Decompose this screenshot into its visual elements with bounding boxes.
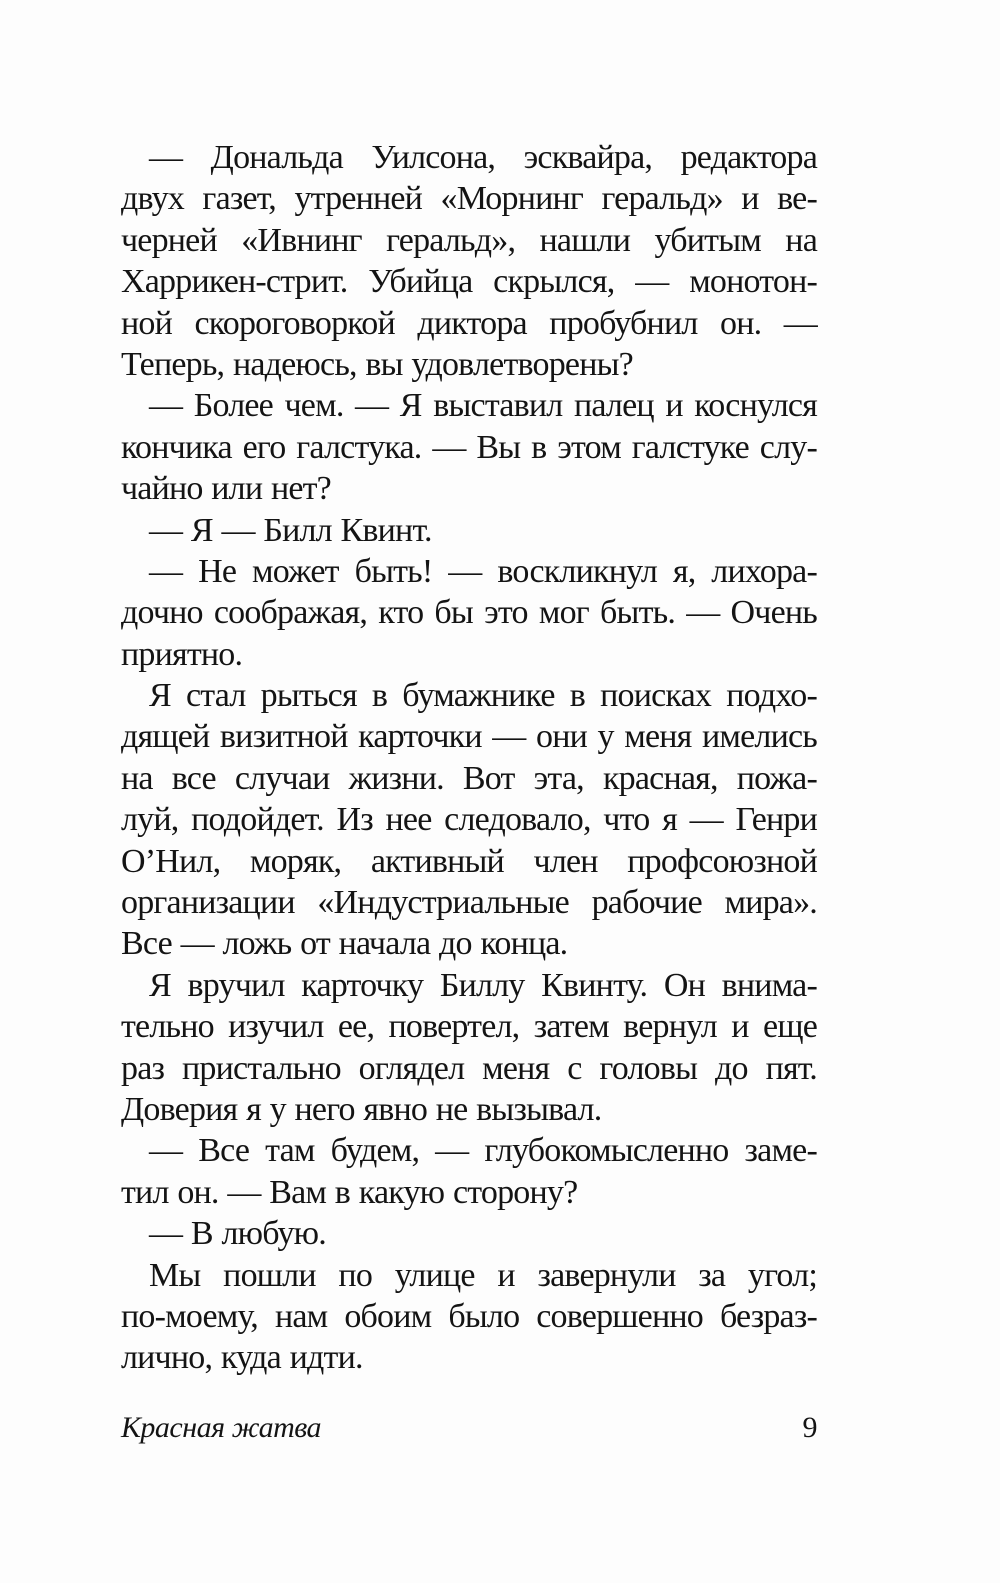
paragraph bbox=[121, 1255, 817, 1379]
text-line: на все случаи жизни. Вот эта, красная, пожа- bbox=[121, 759, 817, 797]
text-line: — Не может быть! — воскликнул я, лихора- bbox=[149, 552, 817, 590]
page-footer bbox=[121, 1410, 817, 1446]
page-text-block bbox=[121, 137, 817, 1379]
text-line: раз пристально оглядел меня с головы до пят. bbox=[121, 1049, 817, 1087]
text-line: Доверия я у него явно не вызывал. bbox=[121, 1090, 602, 1128]
text-line: двух газет, утренней «Морнинг геральд» и ве- bbox=[121, 180, 817, 218]
text-line: кончика его галстука. — Вы в этом галстуке слу- bbox=[121, 428, 817, 466]
text-line: по-моему, нам обоим было совершенно безраз- bbox=[121, 1297, 817, 1335]
text-line: — В любую. bbox=[149, 1215, 326, 1253]
text-line: луй, подойдет. Из нее следовало, что я — Генри bbox=[121, 801, 817, 839]
text-line: Все — ложь от начала до конца. bbox=[121, 925, 568, 963]
running-footer-book-title: Красная жатва bbox=[121, 1411, 322, 1444]
text-line: Теперь, надеюсь, вы удовлетворены? bbox=[121, 345, 633, 383]
paragraph bbox=[121, 510, 817, 551]
text-line: Харрикен-стрит. Убийца скрылся, — монотон- bbox=[121, 263, 817, 301]
text-line: О’Нил, моряк, активный член профсоюзной bbox=[121, 842, 817, 880]
text-line: черней «Ивнинг геральд», нашли убитым на bbox=[121, 221, 817, 259]
text-line: — Дональда Уилсона, эсквайра, редактора bbox=[149, 139, 817, 176]
text-line: тельно изучил ее, повертел, затем вернул и еще bbox=[121, 1008, 817, 1046]
text-line: Я вручил карточку Биллу Квинту. Он внима- bbox=[149, 966, 817, 1004]
paragraph bbox=[121, 551, 817, 675]
text-line: — Все там будем, — глубокомысленно заме- bbox=[149, 1132, 817, 1170]
paragraph bbox=[121, 385, 817, 509]
text-line: приятно. bbox=[121, 635, 243, 673]
text-line: дящей визитной карточки — они у меня имелись bbox=[121, 718, 817, 756]
paragraph bbox=[121, 1213, 817, 1254]
text-line: лично, куда идти. bbox=[121, 1339, 363, 1377]
paragraph bbox=[121, 965, 817, 1131]
text-line: дочно соображая, кто бы это мог быть. — Очень bbox=[121, 594, 817, 632]
text-line: — Я — Билл Квинт. bbox=[149, 511, 432, 549]
text-line: Я стал рыться в бумажнике в поисках подхо- bbox=[149, 677, 817, 715]
text-line: ной скороговоркой диктора пробубнил он. — bbox=[121, 304, 817, 342]
text-line: тил он. — Вам в какую сторону? bbox=[121, 1173, 578, 1211]
text-line: Мы пошли по улице и завернули за угол; bbox=[149, 1256, 817, 1294]
paragraph bbox=[121, 1130, 817, 1213]
text-line: — Более чем. — Я выставил палец и коснулся bbox=[149, 387, 817, 425]
paragraph bbox=[121, 137, 817, 385]
paragraph bbox=[121, 675, 817, 965]
text-line: организации «Индустриальные рабочие мира». bbox=[121, 884, 817, 922]
text-line: чайно или нет? bbox=[121, 470, 331, 508]
page-number: 9 bbox=[802, 1411, 817, 1444]
